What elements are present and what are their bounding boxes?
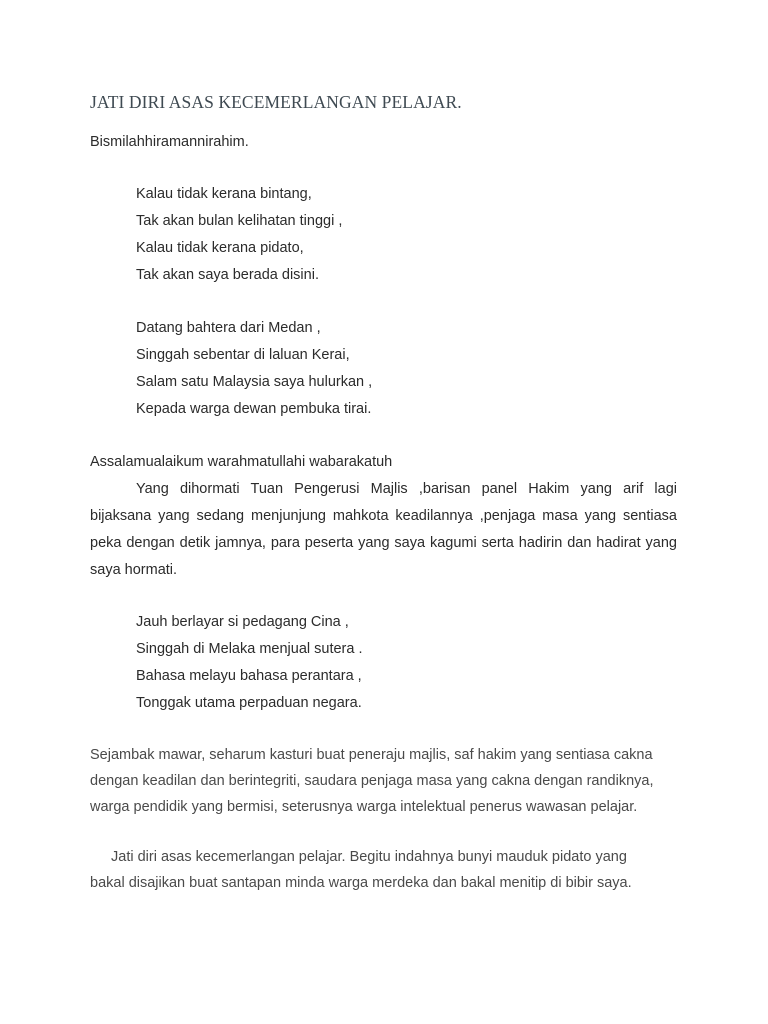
document-title: JATI DIRI ASAS KECEMERLANGAN PELAJAR.: [90, 92, 462, 112]
intro-line-1: Jati diri asas kecemerlangan pelajar. Begitu indahnya bunyi mauduk pidato yang: [111, 849, 627, 865]
pantun2-line-1: Datang bahtera dari Medan ,: [136, 320, 321, 336]
pantun2-line-2: Singgah sebentar di laluan Kerai,: [136, 347, 350, 363]
greeting-line-4: saya hormati.: [90, 562, 178, 578]
opening-line: Bismilahhiramannirahim.: [90, 134, 249, 150]
pantun1-line-1: Kalau tidak kerana bintang,: [136, 186, 312, 202]
pantun1-line-4: Tak akan saya berada disini.: [136, 267, 319, 283]
salutation-line: Assalamualaikum warahmatullahi wabarakatuh: [90, 454, 393, 470]
pantun3-line-3: Bahasa melayu bahasa perantara ,: [136, 668, 362, 684]
sejambak-line-1: Sejambak mawar, seharum kasturi buat peneraju majlis, saf hakim yang sentiasa cakna: [90, 747, 653, 763]
pantun3-line-4: Tonggak utama perpaduan negara.: [136, 695, 362, 711]
intro-line-2: bakal disajikan buat santapan minda warga merdeka dan bakal menitip di bibir saya.: [90, 875, 632, 891]
pantun3-line-2: Singgah di Melaka menjual sutera .: [136, 641, 363, 657]
pantun3-line-1: Jauh berlayar si pedagang Cina ,: [136, 614, 349, 630]
greeting-line-3: peka dengan detik jamnya, para peserta yang saya kagumi serta hadirin dan hadirat yang: [90, 535, 677, 551]
pantun1-line-2: Tak akan bulan kelihatan tinggi ,: [136, 213, 343, 229]
sejambak-line-3: warga pendidik yang bermisi, seterusnya warga intelektual penerus wawasan pelajar.: [90, 799, 638, 815]
pantun1-line-3: Kalau tidak kerana pidato,: [136, 240, 304, 256]
sejambak-line-2: dengan keadilan dan berintegriti, saudara penjaga masa yang cakna dengan randiknya,: [90, 773, 654, 789]
greeting-line-1: Yang dihormati Tuan Pengerusi Majlis ,barisan panel Hakim yang arif lagi: [136, 481, 677, 497]
pantun2-line-3: Salam satu Malaysia saya hulurkan ,: [136, 374, 373, 390]
greeting-line-2: bijaksana yang sedang menjunjung mahkota keadilannya ,penjaga masa yang sentiasa: [90, 508, 677, 524]
pantun2-line-4: Kepada warga dewan pembuka tirai.: [136, 401, 372, 417]
